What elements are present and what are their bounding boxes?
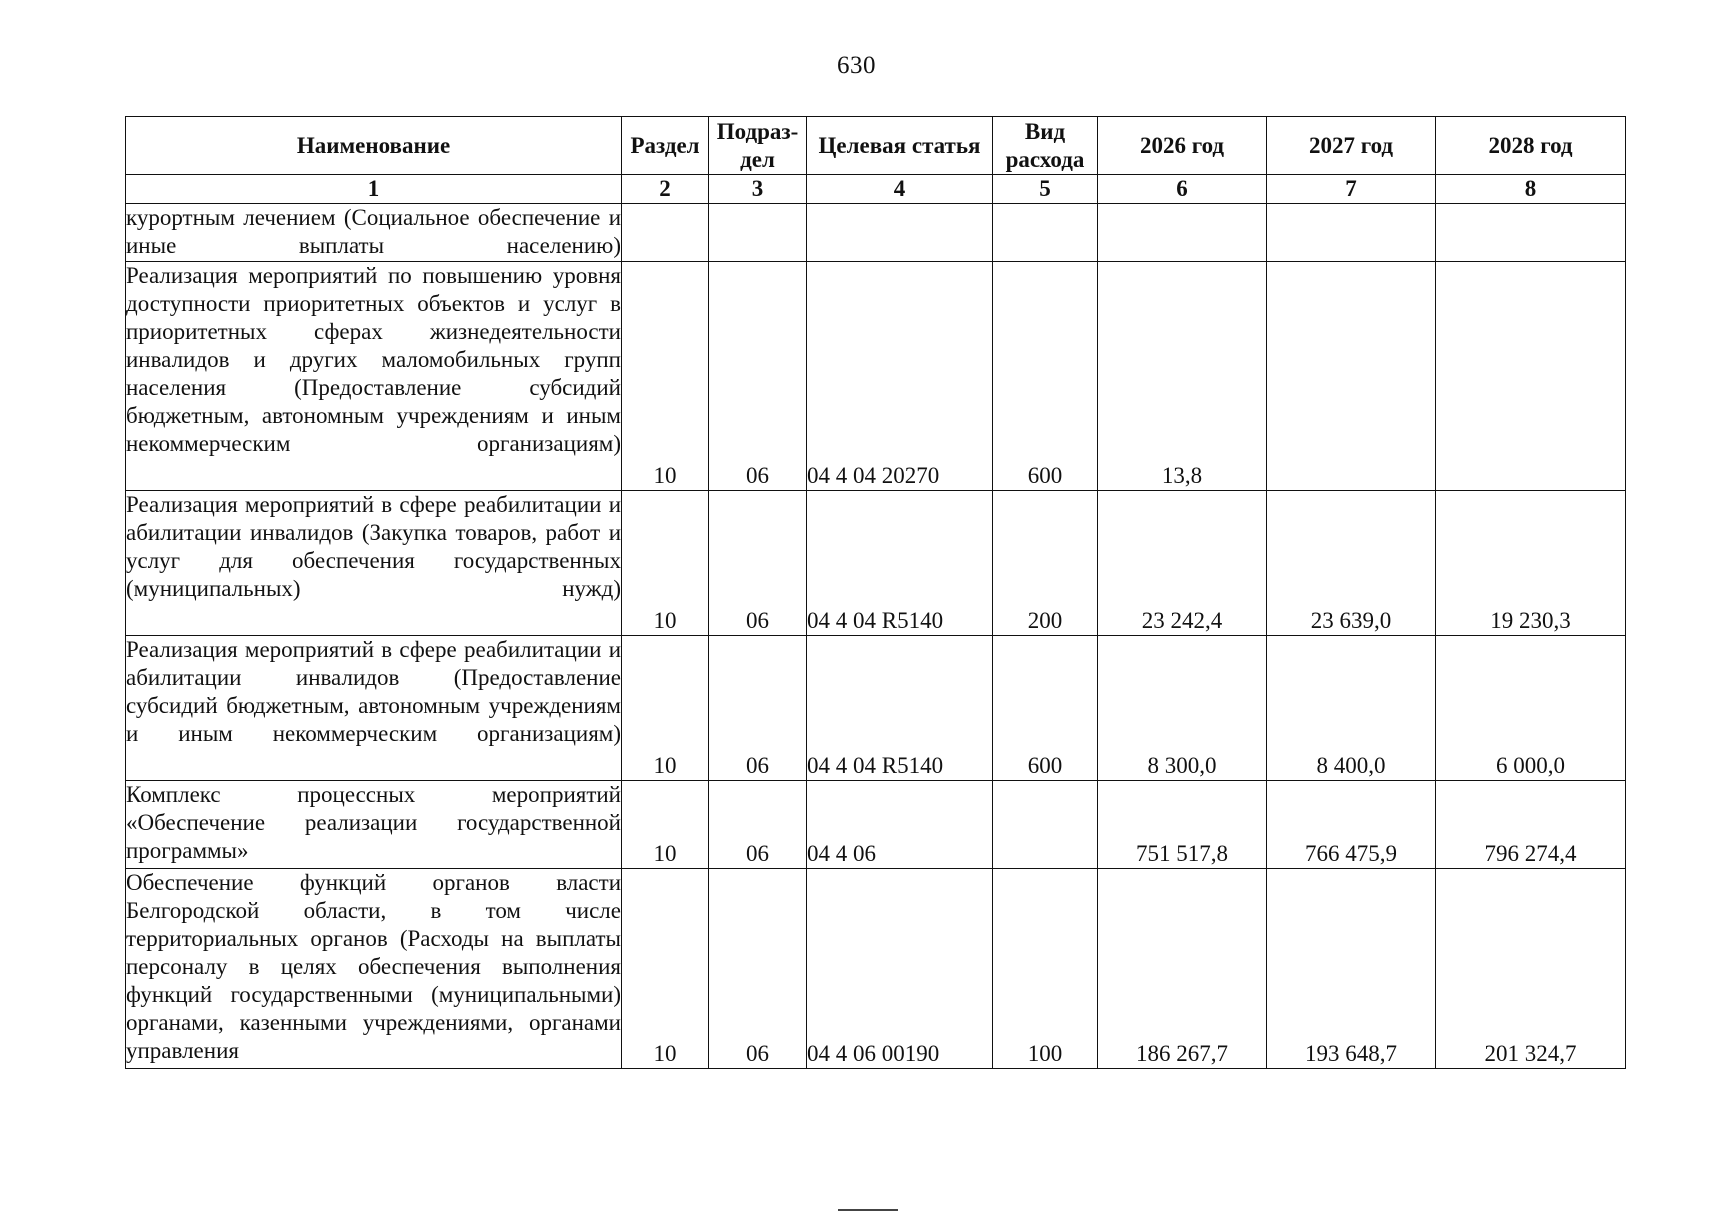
row-2028: 201 324,7 <box>1436 869 1626 1069</box>
row-2026: 23 242,4 <box>1098 491 1267 636</box>
row-name: Обеспечение функций органов власти Белгородской области, в том числе территориальных органов (Расходы на выплаты персоналу в целях обеспечения выполнения функций государственными (муниципальными) органами, казенными учреждениями, органами управления <box>126 869 622 1069</box>
row-2028 <box>1436 262 1626 491</box>
row-2027 <box>1267 204 1436 262</box>
row-razdel: 10 <box>622 869 709 1069</box>
page-number: 630 <box>837 52 876 79</box>
row-vid: 600 <box>993 262 1098 491</box>
column-number: 2 <box>622 175 709 204</box>
row-razdel: 10 <box>622 636 709 781</box>
row-vid <box>993 781 1098 869</box>
row-vid <box>993 204 1098 262</box>
row-podrazdel: 06 <box>709 262 807 491</box>
header-row <box>126 117 1626 175</box>
column-number-row <box>126 175 1626 204</box>
row-name: курортным лечением (Социальное обеспечение и иные выплаты населению) <box>126 204 622 262</box>
row-2028: 796 274,4 <box>1436 781 1626 869</box>
row-2026: 751 517,8 <box>1098 781 1267 869</box>
table-row <box>126 781 1626 869</box>
header-2026: 2026 год <box>1098 117 1267 175</box>
table-row <box>126 869 1626 1069</box>
row-razdel: 10 <box>622 262 709 491</box>
header-vid-raskhoda: Вид расхода <box>993 117 1098 175</box>
row-celevaya: 04 4 04 20270 <box>807 262 993 491</box>
header-celevaya-statya: Целевая статья <box>807 117 993 175</box>
column-number: 7 <box>1267 175 1436 204</box>
row-2026: 13,8 <box>1098 262 1267 491</box>
row-podrazdel: 06 <box>709 869 807 1069</box>
row-celevaya: 04 4 04 R5140 <box>807 636 993 781</box>
row-podrazdel <box>709 204 807 262</box>
row-podrazdel: 06 <box>709 491 807 636</box>
column-number: 8 <box>1436 175 1626 204</box>
row-celevaya: 04 4 04 R5140 <box>807 491 993 636</box>
column-number: 5 <box>993 175 1098 204</box>
table-row <box>126 636 1626 781</box>
table-row <box>126 491 1626 636</box>
row-2027: 23 639,0 <box>1267 491 1436 636</box>
table-row <box>126 262 1626 491</box>
row-2027: 8 400,0 <box>1267 636 1436 781</box>
budget-table <box>125 116 1626 1069</box>
column-number: 1 <box>126 175 622 204</box>
row-2026 <box>1098 204 1267 262</box>
header-2027: 2027 год <box>1267 117 1436 175</box>
row-vid: 200 <box>993 491 1098 636</box>
row-name: Реализация мероприятий в сфере реабилитации и абилитации инвалидов (Закупка товаров, работ и услуг для обеспечения государственных (муниципальных) нужд) <box>126 491 622 636</box>
table-row <box>126 204 1626 262</box>
row-celevaya: 04 4 06 00190 <box>807 869 993 1069</box>
footer-divider <box>838 1209 898 1211</box>
header-razdel: Раздел <box>622 117 709 175</box>
row-2027: 193 648,7 <box>1267 869 1436 1069</box>
header-name: Наименование <box>126 117 622 175</box>
row-2027 <box>1267 262 1436 491</box>
row-vid: 100 <box>993 869 1098 1069</box>
row-2028: 6 000,0 <box>1436 636 1626 781</box>
row-celevaya <box>807 204 993 262</box>
header-podrazdel: Подраз-дел <box>709 117 807 175</box>
row-celevaya: 04 4 06 <box>807 781 993 869</box>
column-number: 3 <box>709 175 807 204</box>
row-razdel <box>622 204 709 262</box>
row-2028 <box>1436 204 1626 262</box>
row-2028: 19 230,3 <box>1436 491 1626 636</box>
row-razdel: 10 <box>622 781 709 869</box>
row-2027: 766 475,9 <box>1267 781 1436 869</box>
row-name: Комплекс процессных мероприятий «Обеспечение реализации государственной программы» <box>126 781 622 869</box>
row-podrazdel: 06 <box>709 781 807 869</box>
row-razdel: 10 <box>622 491 709 636</box>
column-number: 4 <box>807 175 993 204</box>
header-2028: 2028 год <box>1436 117 1626 175</box>
row-2026: 8 300,0 <box>1098 636 1267 781</box>
column-number: 6 <box>1098 175 1267 204</box>
row-vid: 600 <box>993 636 1098 781</box>
row-name: Реализация мероприятий в сфере реабилитации и абилитации инвалидов (Предоставление субсидий бюджетным, автономным учреждениям и иным некоммерческим организациям) <box>126 636 622 781</box>
row-name: Реализация мероприятий по повышению уровня доступности приоритетных объектов и услуг в приоритетных сферах жизнедеятельности инвалидов и других маломобильных групп населения (Предоставление субсидий бюджетным, автономным учреждениям и иным некоммерческим организациям) <box>126 262 622 491</box>
row-podrazdel: 06 <box>709 636 807 781</box>
row-2026: 186 267,7 <box>1098 869 1267 1069</box>
